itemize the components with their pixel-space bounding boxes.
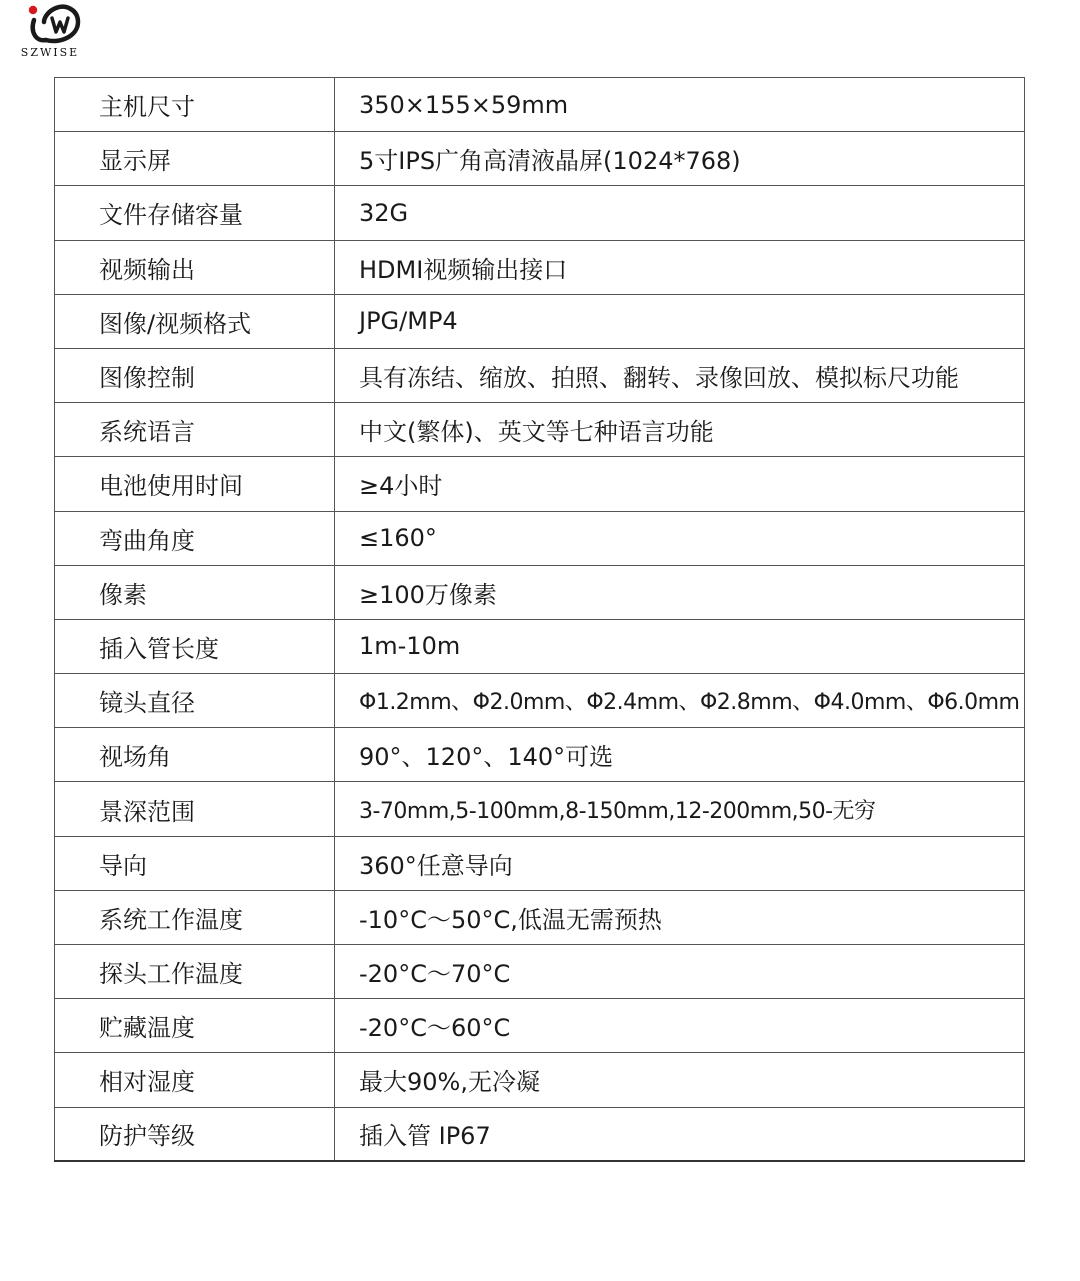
spec-value: JPG/MP4: [335, 294, 1025, 348]
spec-value: 360°任意导向: [335, 836, 1025, 890]
table-row: [55, 511, 1025, 565]
table-row: [55, 348, 1025, 402]
spec-label: 系统语言: [55, 403, 335, 457]
spec-value: 5寸IPS广角高清液晶屏(1024*768): [335, 132, 1025, 186]
spec-value: HDMI视频输出接口: [335, 240, 1025, 294]
spec-value: -10°C～50°C,低温无需预热: [335, 890, 1025, 944]
spec-label: 贮藏温度: [55, 999, 335, 1053]
brand-name: SZWISE: [20, 46, 80, 59]
table-row: [55, 186, 1025, 240]
spec-label: 弯曲角度: [55, 511, 335, 565]
spec-label: 景深范围: [55, 782, 335, 836]
spec-label: 视场角: [55, 728, 335, 782]
table-row: [55, 457, 1025, 511]
spec-value: ≥4小时: [335, 457, 1025, 511]
spec-value: 1m-10m: [335, 619, 1025, 673]
spec-value: 最大90%,无冷凝: [335, 1053, 1025, 1107]
spec-label: 像素: [55, 565, 335, 619]
spec-label: 导向: [55, 836, 335, 890]
table-row: [55, 403, 1025, 457]
table-row: [55, 890, 1025, 944]
spec-label: 防护等级: [55, 1107, 335, 1161]
spec-label: 主机尺寸: [55, 78, 335, 132]
spec-label: 电池使用时间: [55, 457, 335, 511]
spec-value: ≤160°: [335, 511, 1025, 565]
spec-value: 插入管 IP67: [335, 1107, 1025, 1161]
table-row: [55, 240, 1025, 294]
spec-label: 相对湿度: [55, 1053, 335, 1107]
spec-table-body: [55, 78, 1025, 1162]
spec-value: 32G: [335, 186, 1025, 240]
table-row: [55, 1107, 1025, 1161]
spec-label: 镜头直径: [55, 674, 335, 728]
table-row: [55, 674, 1025, 728]
spec-value: 具有冻结、缩放、拍照、翻转、录像回放、模拟标尺功能: [335, 348, 1025, 402]
spec-label: 探头工作温度: [55, 945, 335, 999]
table-row: [55, 836, 1025, 890]
spec-table: [54, 77, 1025, 1162]
spec-value: 90°、120°、140°可选: [335, 728, 1025, 782]
spec-value: -20°C～60°C: [335, 999, 1025, 1053]
brand-logo: [12, 2, 92, 64]
table-row: [55, 728, 1025, 782]
table-row: [55, 132, 1025, 186]
spec-label: 视频输出: [55, 240, 335, 294]
table-row: [55, 78, 1025, 132]
spec-value: 350×155×59mm: [335, 78, 1025, 132]
table-row: [55, 945, 1025, 999]
spec-value: ≥100万像素: [335, 565, 1025, 619]
spec-label: 插入管长度: [55, 619, 335, 673]
spec-label: 图像控制: [55, 348, 335, 402]
spec-value: 中文(繁体)、英文等七种语言功能: [335, 403, 1025, 457]
table-row: [55, 1053, 1025, 1107]
table-row: [55, 294, 1025, 348]
table-row: [55, 999, 1025, 1053]
spec-value: Φ1.2mm、Φ2.0mm、Φ2.4mm、Φ2.8mm、Φ4.0mm、Φ6.0mm: [335, 674, 1025, 728]
spec-label: 系统工作温度: [55, 890, 335, 944]
table-row: [55, 619, 1025, 673]
table-row: [55, 565, 1025, 619]
table-row: [55, 782, 1025, 836]
spec-value: -20°C～70°C: [335, 945, 1025, 999]
spec-label: 显示屏: [55, 132, 335, 186]
spec-label: 图像/视频格式: [55, 294, 335, 348]
szwise-logo-icon: [26, 2, 86, 46]
spec-value: 3-70mm,5-100mm,8-150mm,12-200mm,50-无穷: [335, 782, 1025, 836]
spec-label: 文件存储容量: [55, 186, 335, 240]
